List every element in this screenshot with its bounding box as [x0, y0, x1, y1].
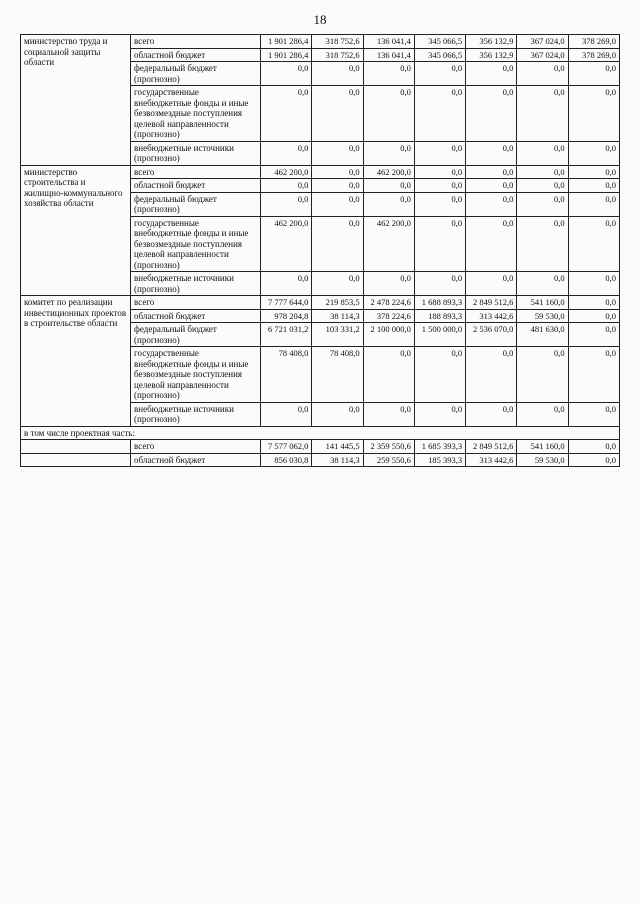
- value-cell: 0,0: [312, 141, 363, 165]
- value-cell: 0,0: [568, 62, 619, 86]
- value-cell: 0,0: [363, 62, 414, 86]
- value-cell: 0,0: [568, 179, 619, 193]
- value-cell: 0,0: [517, 272, 568, 296]
- value-cell: 0,0: [312, 165, 363, 179]
- empty-cell: [21, 440, 131, 454]
- source-cell: федеральный бюджет (прогнозно): [131, 192, 261, 216]
- value-cell: 0,0: [312, 402, 363, 426]
- value-cell: 0,0: [568, 86, 619, 142]
- value-cell: 0,0: [466, 62, 517, 86]
- value-cell: 0,0: [414, 179, 465, 193]
- value-cell: 0,0: [466, 165, 517, 179]
- table-row: [21, 35, 620, 49]
- value-cell: 367 024,0: [517, 35, 568, 49]
- value-cell: 2 359 550,6: [363, 440, 414, 454]
- table-row: [21, 440, 620, 454]
- value-cell: 856 030,8: [261, 453, 312, 467]
- value-cell: 0,0: [414, 86, 465, 142]
- value-cell: 0,0: [312, 216, 363, 272]
- value-cell: 0,0: [363, 402, 414, 426]
- value-cell: 59 530,0: [517, 453, 568, 467]
- budget-table: [20, 34, 620, 467]
- value-cell: 78 408,0: [261, 347, 312, 403]
- source-cell: внебюджетные источники (прогнозно): [131, 402, 261, 426]
- value-cell: 0,0: [414, 192, 465, 216]
- value-cell: 462 200,0: [363, 216, 414, 272]
- value-cell: 0,0: [466, 179, 517, 193]
- entity-cell: комитет по реализации инвестиционных проектов в строительстве области: [21, 296, 131, 427]
- source-cell: внебюджетные источники (прогнозно): [131, 141, 261, 165]
- value-cell: 0,0: [517, 347, 568, 403]
- budget-table-wrap: [20, 34, 620, 467]
- source-cell: областной бюджет: [131, 453, 261, 467]
- value-cell: 0,0: [517, 192, 568, 216]
- value-cell: 2 536 070,0: [466, 323, 517, 347]
- value-cell: 0,0: [466, 86, 517, 142]
- value-cell: 38 114,3: [312, 309, 363, 323]
- value-cell: 2 100 000,0: [363, 323, 414, 347]
- empty-cell: [21, 453, 131, 467]
- value-cell: 0,0: [261, 62, 312, 86]
- value-cell: 0,0: [261, 192, 312, 216]
- value-cell: 345 066,5: [414, 35, 465, 49]
- value-cell: 0,0: [414, 402, 465, 426]
- value-cell: 0,0: [414, 165, 465, 179]
- value-cell: 0,0: [517, 402, 568, 426]
- value-cell: 0,0: [568, 440, 619, 454]
- value-cell: 0,0: [517, 62, 568, 86]
- section-header-row: [21, 426, 620, 440]
- source-cell: всего: [131, 35, 261, 49]
- value-cell: 0,0: [568, 347, 619, 403]
- value-cell: 59 530,0: [517, 309, 568, 323]
- source-cell: областной бюджет: [131, 309, 261, 323]
- table-row: [21, 165, 620, 179]
- source-cell: всего: [131, 296, 261, 310]
- value-cell: 378 269,0: [568, 48, 619, 62]
- value-cell: 0,0: [568, 141, 619, 165]
- value-cell: 0,0: [568, 165, 619, 179]
- value-cell: 0,0: [517, 141, 568, 165]
- value-cell: 38 114,3: [312, 453, 363, 467]
- value-cell: 978 204,8: [261, 309, 312, 323]
- value-cell: 0,0: [568, 192, 619, 216]
- value-cell: 0,0: [568, 453, 619, 467]
- value-cell: 2 849 512,6: [466, 440, 517, 454]
- source-cell: федеральный бюджет (прогнозно): [131, 323, 261, 347]
- value-cell: 0,0: [517, 165, 568, 179]
- value-cell: 1 901 286,4: [261, 35, 312, 49]
- value-cell: 0,0: [261, 141, 312, 165]
- value-cell: 462 200,0: [261, 165, 312, 179]
- value-cell: 259 550,6: [363, 453, 414, 467]
- value-cell: 0,0: [466, 272, 517, 296]
- source-cell: государственные внебюджетные фонды и иные безвозмездные поступления целевой направленности (прогнозно): [131, 86, 261, 142]
- value-cell: 136 041,4: [363, 48, 414, 62]
- value-cell: 0,0: [466, 192, 517, 216]
- page-number: 18: [313, 12, 327, 27]
- value-cell: 462 200,0: [261, 216, 312, 272]
- source-cell: федеральный бюджет (прогнозно): [131, 62, 261, 86]
- value-cell: 0,0: [414, 347, 465, 403]
- value-cell: 481 630,0: [517, 323, 568, 347]
- value-cell: 378 269,0: [568, 35, 619, 49]
- value-cell: 318 752,6: [312, 35, 363, 49]
- value-cell: 367 024,0: [517, 48, 568, 62]
- value-cell: 7 577 062,0: [261, 440, 312, 454]
- value-cell: 0,0: [363, 192, 414, 216]
- value-cell: 0,0: [414, 272, 465, 296]
- value-cell: 0,0: [568, 296, 619, 310]
- value-cell: 1 500 000,0: [414, 323, 465, 347]
- value-cell: 541 160,0: [517, 440, 568, 454]
- value-cell: 141 445,5: [312, 440, 363, 454]
- value-cell: 0,0: [261, 272, 312, 296]
- source-cell: государственные внебюджетные фонды и иные безвозмездные поступления целевой направленности (прогнозно): [131, 347, 261, 403]
- value-cell: 0,0: [568, 272, 619, 296]
- value-cell: 1 688 893,3: [414, 296, 465, 310]
- value-cell: 0,0: [414, 216, 465, 272]
- value-cell: 313 442,6: [466, 453, 517, 467]
- value-cell: 0,0: [363, 272, 414, 296]
- value-cell: 1 685 393,3: [414, 440, 465, 454]
- value-cell: 462 200,0: [363, 165, 414, 179]
- value-cell: 0,0: [261, 179, 312, 193]
- value-cell: 78 408,0: [312, 347, 363, 403]
- value-cell: 0,0: [466, 347, 517, 403]
- value-cell: 0,0: [414, 141, 465, 165]
- value-cell: 7 777 644,0: [261, 296, 312, 310]
- value-cell: 0,0: [568, 309, 619, 323]
- value-cell: 0,0: [517, 86, 568, 142]
- value-cell: 0,0: [312, 179, 363, 193]
- source-cell: государственные внебюджетные фонды и иные безвозмездные поступления целевой направленности (прогнозно): [131, 216, 261, 272]
- source-cell: всего: [131, 440, 261, 454]
- source-cell: всего: [131, 165, 261, 179]
- table-row: [21, 453, 620, 467]
- value-cell: 0,0: [466, 216, 517, 272]
- value-cell: 2 478 224,6: [363, 296, 414, 310]
- source-cell: внебюджетные источники (прогнозно): [131, 272, 261, 296]
- value-cell: 0,0: [312, 86, 363, 142]
- value-cell: 0,0: [363, 141, 414, 165]
- value-cell: 0,0: [466, 141, 517, 165]
- value-cell: 0,0: [517, 216, 568, 272]
- value-cell: 0,0: [261, 86, 312, 142]
- value-cell: 0,0: [312, 62, 363, 86]
- value-cell: 0,0: [517, 179, 568, 193]
- source-cell: областной бюджет: [131, 179, 261, 193]
- value-cell: 0,0: [568, 323, 619, 347]
- value-cell: 318 752,6: [312, 48, 363, 62]
- value-cell: 345 066,5: [414, 48, 465, 62]
- value-cell: 188 893,3: [414, 309, 465, 323]
- table-row: [21, 296, 620, 310]
- value-cell: 356 132,9: [466, 48, 517, 62]
- value-cell: 103 331,2: [312, 323, 363, 347]
- value-cell: 1 901 286,4: [261, 48, 312, 62]
- budget-table-body: [21, 35, 620, 467]
- value-cell: 313 442,6: [466, 309, 517, 323]
- value-cell: 185 393,3: [414, 453, 465, 467]
- value-cell: 541 160,0: [517, 296, 568, 310]
- value-cell: 0,0: [466, 402, 517, 426]
- value-cell: 0,0: [414, 62, 465, 86]
- entity-cell: министерство строительства и жилищно-коммунального хозяйства области: [21, 165, 131, 296]
- value-cell: 0,0: [312, 272, 363, 296]
- value-cell: 0,0: [363, 86, 414, 142]
- value-cell: 0,0: [363, 347, 414, 403]
- value-cell: 2 849 512,6: [466, 296, 517, 310]
- section-label: в том числе проектная часть:: [21, 426, 620, 440]
- value-cell: 136 041,4: [363, 35, 414, 49]
- value-cell: 356 132,9: [466, 35, 517, 49]
- value-cell: 0,0: [261, 402, 312, 426]
- source-cell: областной бюджет: [131, 48, 261, 62]
- value-cell: 0,0: [568, 216, 619, 272]
- value-cell: 378 224,6: [363, 309, 414, 323]
- value-cell: 0,0: [568, 402, 619, 426]
- value-cell: 0,0: [363, 179, 414, 193]
- value-cell: 0,0: [312, 192, 363, 216]
- value-cell: 219 853,5: [312, 296, 363, 310]
- entity-cell: министерство труда и социальной защиты области: [21, 35, 131, 166]
- value-cell: 6 721 031,2: [261, 323, 312, 347]
